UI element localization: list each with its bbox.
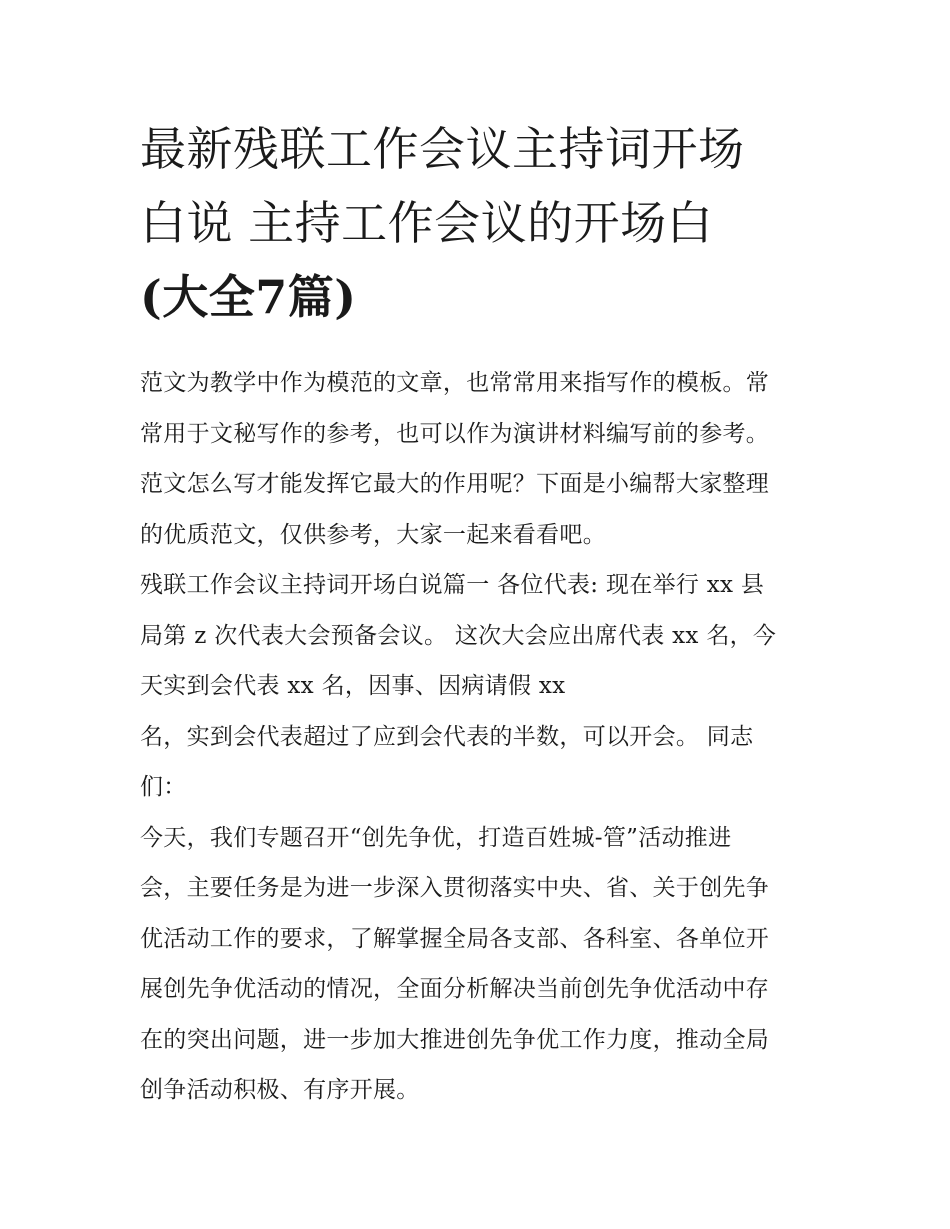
body-line: 展创先争优活动的情况，全面分析解决当前创先争优活动中存: [140, 976, 770, 1002]
body-line: 范文为教学中作为模范的文章，也常常用来指写作的模板。常: [140, 370, 770, 396]
title-paren-close: 篇): [287, 270, 357, 324]
document-body: [140, 358, 820, 1116]
title-line-3: [140, 260, 830, 334]
body-line: 今天，我们专题召开“创先争优，打造百姓城-管”活动推进: [140, 824, 732, 851]
body-line: 的优质范文，仅供参考，大家一起来看看吧。: [140, 521, 606, 548]
document-title: [140, 112, 830, 334]
body-line: 们：: [140, 774, 187, 800]
body-line: 名，实到会代表超过了应到会代表的半数，可以开会。 同志: [140, 723, 754, 750]
body-line: 天实到会代表 xx 名，因事、因病请假 xx: [140, 673, 566, 699]
body-line: 优活动工作的要求，了解掌握全局各支部、各科室、各单位开: [140, 925, 770, 952]
body-line: 创争活动积极、有序开展。: [140, 1077, 420, 1103]
body-line: 在的突出问题，进一步加大推进创先争优工作力度，推动全局: [140, 1026, 770, 1053]
title-line-1: 最新残联工作会议主持词开场: [140, 122, 745, 176]
body-line: 常用于文秘写作的参考，也可以作为演讲材料编写前的参考。: [140, 420, 770, 447]
body-line: 会，主要任务是为进一步深入贯彻落实中央、省、关于创先争: [140, 875, 770, 901]
title-paren-open: (大全: [140, 270, 256, 324]
body-line: 残联工作会议主持词开场白说篇一 各位代表: 现在举行 xx 县: [140, 572, 765, 598]
title-count: 7: [255, 270, 288, 324]
body-line: 局第 z 次代表大会预备会议。 这次大会应出席代表 xx 名，今: [140, 622, 777, 649]
body-line: 范文怎么写才能发挥它最大的作用呢？下面是小编帮大家整理: [140, 471, 770, 497]
title-line-2: 白说 主持工作会议的开场白: [140, 196, 714, 250]
